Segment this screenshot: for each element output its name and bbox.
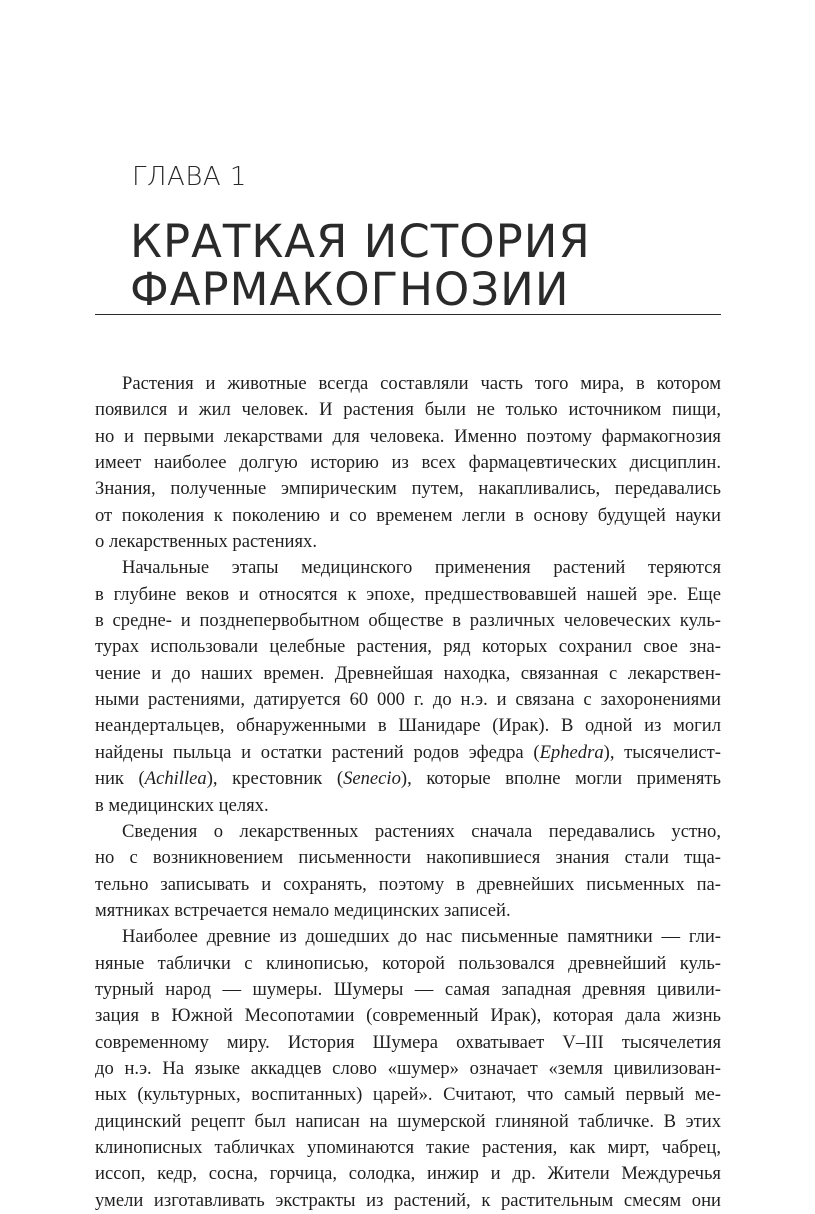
body-text	[95, 371, 721, 1214]
text-line: в медицинских целях.	[95, 794, 269, 816]
text-line: но и первыми лекарствами для человека. Именно поэтому фармакогнозия	[95, 425, 721, 447]
text-line: но с возникновением письменности накопившиеся знания стали тща-	[95, 847, 721, 869]
text-line: имеет наиболее долгую историю из всех фармацевтических дисциплин.	[95, 452, 721, 474]
text-line: о лекарственных растениях.	[95, 531, 317, 553]
latin-name: Senecio	[343, 768, 401, 790]
text-line: турах использовали целебные растения, ряд которых сохранил свое зна-	[95, 636, 721, 658]
text-line: Наиболее древние из дошедших до нас письменные памятники — гли-	[122, 926, 721, 948]
text-line: умели изготавливать экстракты из растений, к растительным смесям они	[95, 1189, 721, 1211]
latin-name: Ephedra	[539, 741, 604, 763]
chapter-title-line: КРАТКАЯ ИСТОРИЯ	[130, 215, 591, 268]
title-divider	[95, 314, 721, 315]
text-line: неандертальцев, обнаруженными в Шанидаре (Ирак). В одной из могил	[95, 715, 721, 737]
text-line: в средне- и позднепервобытном обществе в различных человеческих куль-	[95, 610, 721, 632]
text-line: до н.э. На языке аккадцев слово «шумер» означает «земля цивилизован-	[95, 1057, 721, 1079]
text-line: ник (Achillea), крестовник (Senecio), которые вполне могли применять	[95, 768, 721, 790]
text-line: в глубине веков и относятся к эпохе, предшествовавшей нашей эре. Еще	[95, 583, 721, 605]
text-line: Растения и животные всегда составляли часть того мира, в котором	[122, 373, 721, 394]
text-line: появился и жил человек. И растения были не только источником пищи,	[95, 399, 721, 421]
chapter-title	[130, 215, 730, 316]
text-line: турный народ — шумеры. Шумеры — самая западная древняя цивили-	[95, 978, 721, 1000]
text-line: тельно записывать и сохранять, поэтому в древнейших письменных па-	[95, 873, 721, 895]
chapter-label: ГЛАВА 1	[132, 162, 247, 192]
text-line: чение и до наших времен. Древнейшая находка, связанная с лекарствен-	[95, 662, 721, 684]
text-line: дицинский рецепт был написан на шумерской глиняной табличке. В этих	[95, 1110, 721, 1132]
text-line: няные таблички с клинописью, которой пользовался древнейший куль-	[95, 952, 721, 974]
text-line: ными растениями, датируется 60 000 г. до н.э. и связана с захоронениями	[95, 689, 721, 711]
text-line: найдены пыльца и остатки растений родов эфедра (Ephedra), тысячелист-	[95, 741, 721, 763]
text-line: мятниках встречается немало медицинских записей.	[95, 899, 511, 921]
chapter-title-line: ФАРМАКОГНОЗИИ	[130, 263, 570, 316]
text-line: иссоп, кедр, сосна, горчица, солодка, инжир и др. Жители Междуречья	[95, 1163, 721, 1185]
text-line: зация в Южной Месопотамии (современный Ирак), которая дала жизнь	[95, 1005, 721, 1027]
text-line: Сведения о лекарственных растениях сначала передавались устно,	[122, 820, 721, 842]
text-line: Начальные этапы медицинского применения растений теряются	[122, 557, 721, 579]
text-line: от поколения к поколению и со временем легли в основу будущей науки	[95, 504, 721, 526]
text-line: современному миру. История Шумера охватывает V–III тысячелетия	[95, 1031, 721, 1053]
latin-name: Achillea	[144, 768, 207, 790]
text-line: ных (культурных, воспитанных) царей». Считают, что самый первый ме-	[95, 1084, 721, 1106]
text-line: клинописных табличках упоминаются такие растения, как мирт, чабрец,	[95, 1136, 721, 1158]
text-line: Знания, полученные эмпирическим путем, накапливались, передавались	[95, 478, 721, 500]
